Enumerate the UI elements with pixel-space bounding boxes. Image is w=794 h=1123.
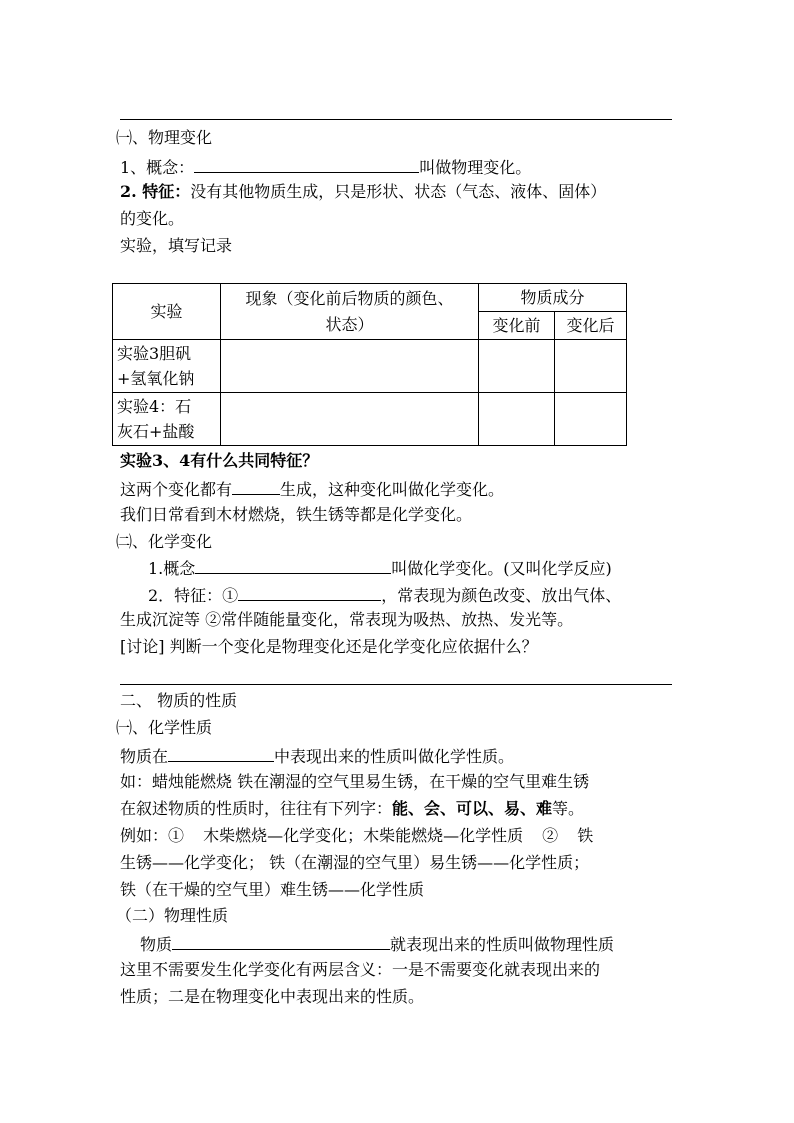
chemical-property-suffix: 中表现出来的性质叫做化学性质。 — [274, 747, 515, 766]
header-experiment: 实验 — [113, 284, 221, 340]
experiment-name-line2: +氢氧化钠 — [117, 369, 195, 388]
physical-concept-blank[interactable] — [194, 156, 419, 173]
common-prefix: 这两个变化都有 — [120, 480, 233, 499]
experiment-name-cell — [113, 340, 221, 393]
physical-property-line — [140, 933, 614, 955]
discussion-question: [讨论] 判断一个变化是物理变化还是化学变化应依据什么？ — [120, 637, 538, 656]
example-line-3: 铁（在干燥的空气里）难生锈——化学性质 — [120, 880, 425, 899]
experiment-intro: 实验，填写记录 — [120, 236, 233, 255]
property-words-bold: 能、会、可以、易、难 — [392, 799, 553, 818]
before-cell[interactable] — [479, 340, 555, 393]
physical-property-line-2: 这里不需要发生化学变化有两层含义：一是不需要变化就表现出来的 — [120, 960, 601, 979]
chemical-concept-suffix: 叫做化学变化。(又叫化学反应) — [391, 559, 612, 578]
property-words-prefix: 在叙述物质的性质时，往往有下列字： — [120, 799, 393, 818]
table-row — [113, 393, 627, 446]
example-line-2: 生锈——化学变化； 铁（在潮湿的空气里）易生锈——化学性质； — [120, 853, 590, 872]
daily-examples: 我们日常看到木材燃烧，铁生锈等都是化学变化。 — [120, 505, 473, 524]
common-blank[interactable] — [232, 478, 280, 495]
experiment-name-line1: 实验4：石 — [117, 397, 192, 416]
common-feature-line — [120, 478, 504, 500]
phenomenon-cell[interactable] — [221, 393, 479, 446]
chemical-property-title: ㈠、化学性质 — [116, 718, 213, 737]
common-suffix: 生成，这种变化叫做化学变化。 — [280, 480, 505, 499]
top-rule — [120, 119, 672, 120]
header-phenomenon-line2: 状态） — [325, 314, 374, 334]
physical-feature-text: 没有其他物质生成，只是形状、状态（气态、液体、固体） — [190, 182, 607, 201]
physical-feature-label: 2. 特征： — [120, 182, 191, 201]
experiment-name-line1: 实验3胆矾 — [117, 344, 192, 363]
chemical-concept-blank[interactable] — [195, 557, 391, 574]
physical-concept-line — [120, 156, 531, 178]
section1-title: ㈠、物理变化 — [116, 128, 213, 147]
experiment-table — [112, 283, 627, 446]
property-words-line — [120, 799, 584, 819]
chemical-feature-suffix: ，常表现为颜色改变、放出气体、 — [381, 586, 622, 605]
middle-rule — [120, 684, 672, 685]
common-feature-question — [120, 451, 318, 471]
physical-property-blank[interactable] — [172, 933, 390, 950]
before-cell[interactable] — [479, 393, 555, 446]
chemical-feature-label: 2．特征：① — [148, 586, 239, 605]
experiment-name-line2: 灰石+盐酸 — [117, 422, 195, 441]
after-cell[interactable] — [555, 393, 627, 446]
common-feature-question-text: 实验3、4有什么共同特征？ — [120, 451, 319, 470]
physical-property-line-3: 性质；二是在物理变化中表现出来的性质。 — [120, 987, 425, 1006]
physical-feature-line — [120, 182, 606, 202]
chemical-feature-line — [148, 584, 621, 606]
table-row — [113, 340, 627, 393]
phenomenon-cell[interactable] — [221, 340, 479, 393]
chemical-feature-line-2: 生成沉淀等 ②常伴随能量变化，常表现为吸热、放热、发光等。 — [120, 610, 574, 629]
section2-title: ㈡、化学变化 — [116, 532, 213, 551]
physical-property-suffix: 就表现出来的性质叫做物理性质 — [390, 935, 615, 954]
physical-feature-line-2: 的变化。 — [120, 209, 185, 228]
chemical-property-line — [120, 745, 514, 767]
part2-title: 二、 物质的性质 — [120, 691, 238, 710]
chemical-property-prefix: 物质在 — [120, 747, 169, 766]
experiment-name-cell — [113, 393, 221, 446]
header-composition: 物质成分 — [479, 284, 627, 312]
header-before: 变化前 — [479, 312, 555, 340]
physical-property-title: （二）物理性质 — [116, 906, 229, 925]
chemical-property-blank[interactable] — [168, 745, 274, 762]
example-line-1: 例如：① 木柴燃烧—化学变化；木柴能燃烧—化学性质 ② 铁 — [120, 826, 594, 845]
header-phenomenon-line1: 现象（变化前后物质的颜色、 — [245, 288, 454, 308]
property-words-suffix: 等。 — [552, 799, 585, 818]
chemical-concept-label: 1.概念 — [148, 559, 196, 578]
property-example: 如：蜡烛能燃烧 铁在潮湿的空气里易生锈，在干燥的空气里难生锈 — [120, 772, 590, 791]
physical-property-prefix: 物质 — [140, 935, 173, 954]
header-after: 变化后 — [555, 312, 627, 340]
physical-concept-suffix: 叫做物理变化。 — [419, 158, 532, 177]
after-cell[interactable] — [555, 340, 627, 393]
physical-concept-label: 1、概念： — [120, 158, 195, 177]
chemical-concept-line — [148, 557, 612, 579]
header-phenomenon — [221, 284, 479, 340]
chemical-feature-blank[interactable] — [238, 584, 381, 601]
